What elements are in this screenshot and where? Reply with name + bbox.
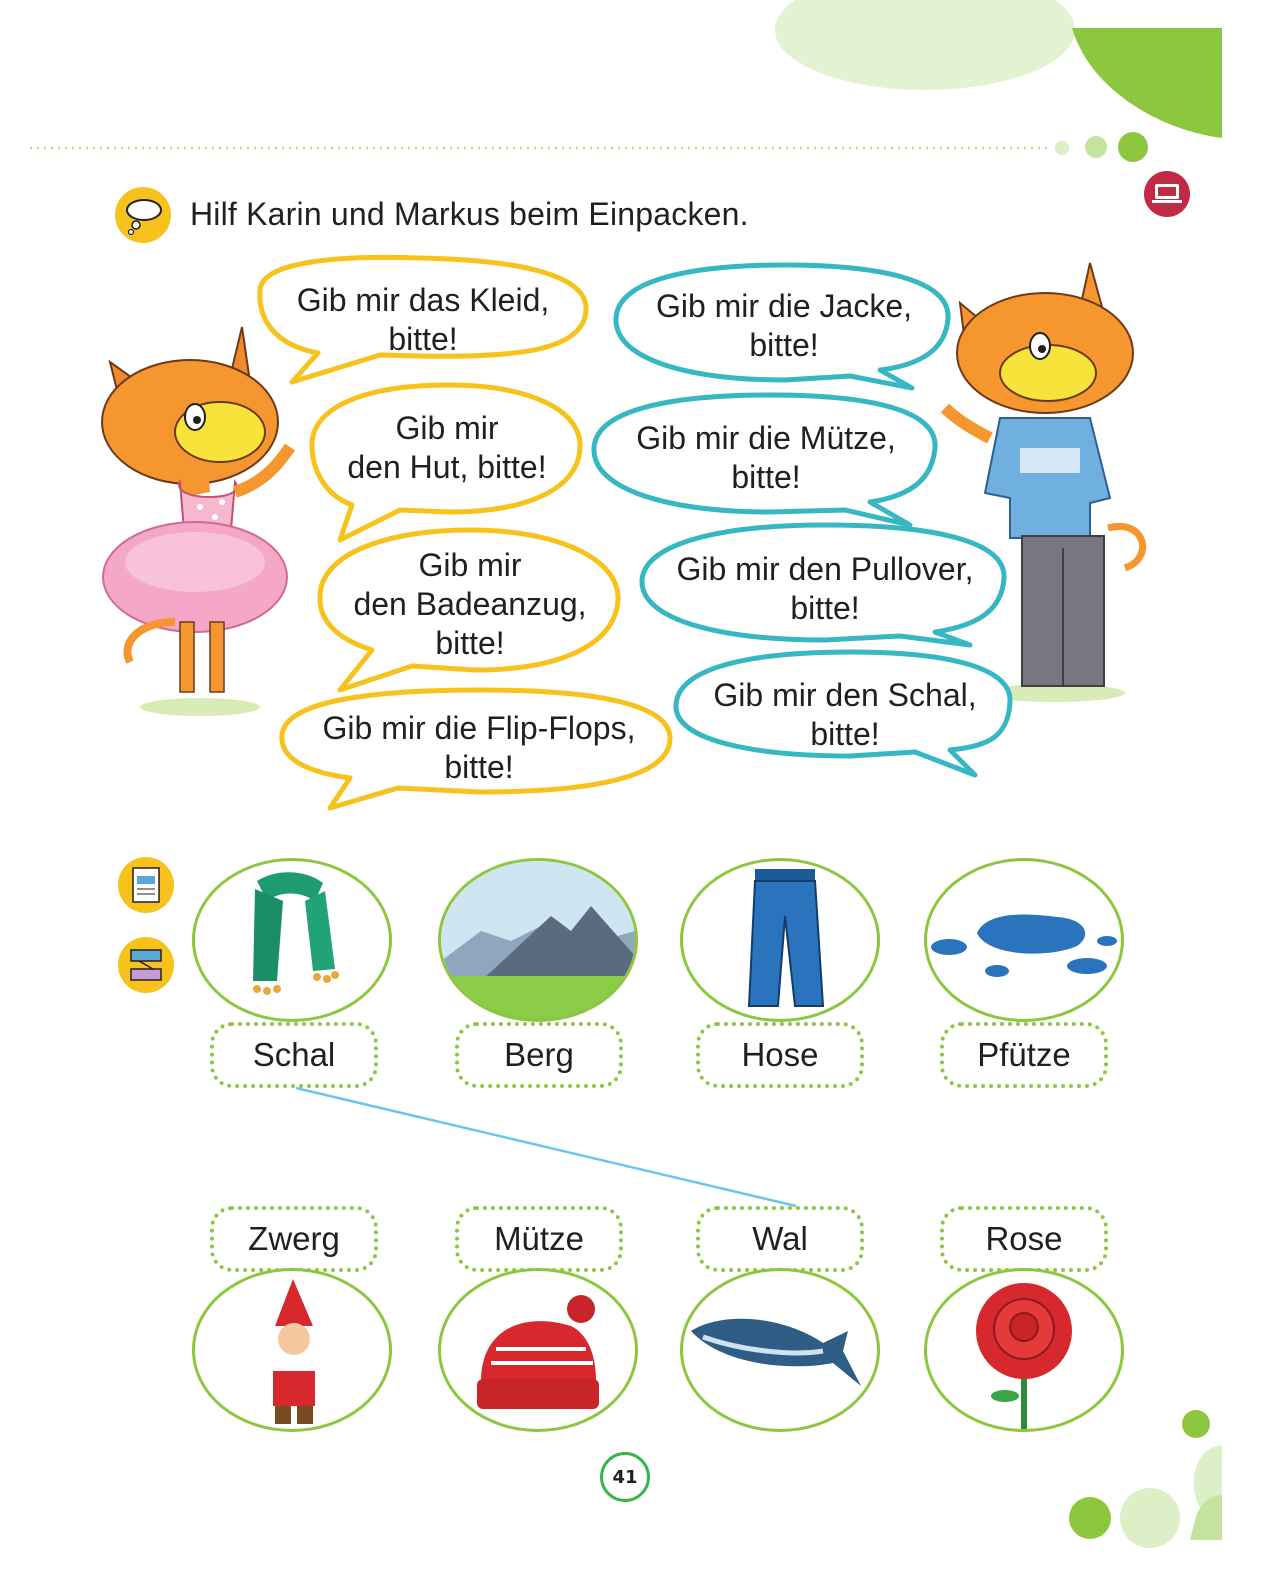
karin-bubble-1: Gib mir das Kleid, bitte!: [296, 282, 550, 357]
karin-bubble-2: Gib mir den Hut, bitte!: [347, 410, 547, 485]
page-number: 41: [600, 1452, 650, 1502]
scarf-icon: [195, 861, 389, 1019]
trousers-picture: [680, 858, 880, 1022]
footer-decoration: [1050, 1400, 1222, 1594]
karin-bubble-4: Gib mir die Flip-Flops, bitte!: [322, 710, 636, 785]
word-card-hose[interactable]: Hose: [696, 1022, 864, 1088]
worksheet-icon: [117, 856, 175, 914]
gnome-picture: [192, 1268, 392, 1432]
word-card-schal[interactable]: Schal: [210, 1022, 378, 1088]
puddle-picture: [924, 858, 1124, 1022]
word-card-zwerg[interactable]: Zwerg: [210, 1206, 378, 1272]
instruction-text: Hilf Karin und Markus beim Einpacken.: [190, 196, 749, 232]
matching-icon: [117, 936, 175, 994]
mountain-picture: [438, 858, 638, 1022]
beanie-icon: [441, 1271, 635, 1429]
example-connector-line: [0, 1080, 1270, 1220]
puddle-icon: [927, 861, 1121, 1019]
word-card-muetze[interactable]: Mütze: [455, 1206, 623, 1272]
markus-bubble-4: Gib mir den Schal, bitte!: [713, 677, 977, 752]
whale-icon: [683, 1271, 877, 1429]
trousers-icon: [683, 861, 877, 1019]
word-card-wal[interactable]: Wal: [696, 1206, 864, 1272]
karin-bubble-3: Gib mir den Badeanzug, bitte!: [353, 547, 587, 661]
beanie-picture: [438, 1268, 638, 1432]
whale-picture: [680, 1268, 880, 1432]
word-card-pfuetze[interactable]: Pfütze: [940, 1022, 1108, 1088]
markus-bubble-3: Gib mir den Pullover, bitte!: [676, 551, 974, 626]
word-card-berg[interactable]: Berg: [455, 1022, 623, 1088]
mountain-icon: [441, 861, 635, 1019]
markus-bubble-1: Gib mir die Jacke, bitte!: [655, 288, 913, 363]
markus-bubble-2: Gib mir die Mütze, bitte!: [636, 420, 896, 495]
scarf-picture: [192, 858, 392, 1022]
gnome-icon: [195, 1271, 389, 1429]
word-card-rose[interactable]: Rose: [940, 1206, 1108, 1272]
